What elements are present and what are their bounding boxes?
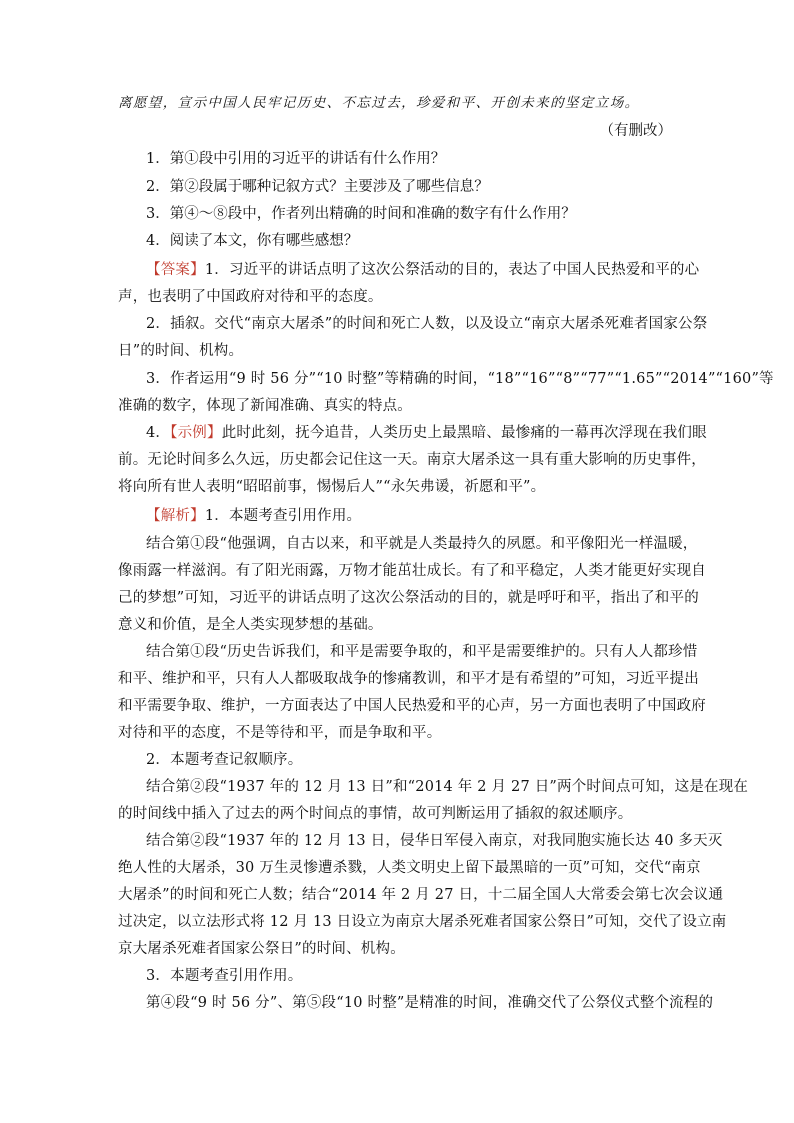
analysis-p5-line-1: 第④段“9 时 56 分”、第⑤段“10 时整”是精准的时间，准确交代了公祭仪式整个流程的 xyxy=(146,995,714,1011)
answer-4-line-3: 将向所有世人表明“昭昭前事，惕惕后人”“永矢弗谖，祈愿和平”。 xyxy=(118,479,546,495)
answer-3-line-2: 准确的数字，体现了新闻准确、真实的特点。 xyxy=(118,398,412,414)
analysis-p2-line-2: 和平、维护和平，只有人人都吸取战争的惨痛教训，和平才是有希望的”可知，习近平提出 xyxy=(118,671,699,687)
example-tag: 【示例】 xyxy=(170,425,222,441)
analysis-p2-line-4: 对待和平的态度，不是等待和平，而是争取和平。 xyxy=(118,725,442,741)
answer-4-line-1: 4．【示例】此时此刻，抚今追昔，人类历史上最黑暗、最惨痛的一幕再次浮现在我们眼 xyxy=(146,425,707,441)
analysis-p4-line-5: 京大屠杀死难者国家公祭日”的时间、机构。 xyxy=(118,941,405,957)
analysis-p1-line-4: 意义和价值，是全人类实现梦想的基础。 xyxy=(118,617,383,633)
analysis-p4-line-4: 过决定，以立法形式将 12 月 13 日设立为南京大屠杀死难者国家公祭日”可知，交代了设立南 xyxy=(118,914,727,930)
analysis-p1-line-3: 己的梦想”可知，习近平的讲话点明了这次公祭活动的目的，就是呼吁和平，指出了和平的 xyxy=(118,590,699,606)
answer-4-line-2: 前。无论时间多么久远，历史都会记住这一天。南京大屠杀这一具有重大影响的历史事件， xyxy=(118,452,706,468)
answer-3-line-1: 3．作者运用“9 时 56 分”“10 时整”等精确的时间，“18”“16”“8”“77”“1.65”“2014”“160”等 xyxy=(146,371,774,387)
revision-note: （有删改） xyxy=(599,123,672,139)
question-4: 4．阅读了本文，你有哪些感想？ xyxy=(146,233,359,249)
analysis-heading-2: 2．本题考查记叙顺序。 xyxy=(146,752,303,768)
analysis-p1-line-1: 结合第①段“他强调，自古以来，和平就是人类最持久的夙愿。和平像阳光一样温暖， xyxy=(146,536,698,552)
question-3: 3．第④～⑧段中，作者列出精确的时间和准确的数字有什么作用？ xyxy=(146,206,576,222)
answer-1-line-1: 【答案】1．习近平的讲话点明了这次公祭活动的目的，表达了中国人民热爱和平的心 xyxy=(146,262,700,278)
top-line: 离愿望，宣示中国人民牢记历史、不忘过去，珍爱和平、开创未来的坚定立场。 xyxy=(118,95,640,111)
question-2: 2．第②段属于哪种记叙方式？主要涉及了哪些信息？ xyxy=(146,179,489,195)
answer-tag: 【答案】 xyxy=(146,262,205,278)
analysis-p2-line-1: 结合第①段“历史告诉我们，和平是需要争取的，和平是需要维护的。只有人人都珍惜 xyxy=(146,644,698,660)
analysis-p4-line-3: 大屠杀”的时间和死亡人数；结合“2014 年 2 月 27 日，十二届全国人大常委会第七次会议通 xyxy=(118,887,724,903)
question-1: 1．第①段中引用的习近平的讲话有什么作用？ xyxy=(146,151,446,167)
analysis-p1-line-2: 像雨露一样滋润。有了阳光雨露，万物才能茁壮成长。有了和平稳定，人类才能更好实现自 xyxy=(118,563,706,579)
analysis-heading: 【解析】1．本题考查引用作用。 xyxy=(146,508,362,524)
analysis-p3-line-1: 结合第②段“1937 年的 12 月 13 日”和“2014 年 2 月 27 日”两个时间点可知，这是在现在 xyxy=(146,779,749,795)
analysis-p4-line-1: 结合第②段“1937 年的 12 月 13 日，侵华日军侵入南京，对我同胞实施长达 40 多天灭 xyxy=(146,833,723,849)
analysis-p2-line-3: 和平需要争取、维护，一方面表达了中国人民热爱和平的心声，另一方面也表明了中国政府 xyxy=(118,698,706,714)
analysis-p4-line-2: 绝人性的大屠杀，30 万生灵惨遭杀戮，人类文明史上留下最黑暗的一页”可知，交代“南京 xyxy=(118,860,701,876)
analysis-tag: 【解析】 xyxy=(146,508,205,524)
analysis-heading-3: 3．本题考查引用作用。 xyxy=(146,968,303,984)
answer-2-line-1: 2．插叙。交代“南京大屠杀”的时间和死亡人数，以及设立“南京大屠杀死难者国家公祭 xyxy=(146,316,708,332)
answer-1-line-2: 声，也表明了中国政府对待和平的态度。 xyxy=(118,289,383,305)
analysis-p3-line-2: 的时间线中插入了过去的两个时间点的事情，故可判断运用了插叙的叙述顺序。 xyxy=(118,806,633,822)
answer-2-line-2: 日”的时间、机构。 xyxy=(118,343,244,359)
